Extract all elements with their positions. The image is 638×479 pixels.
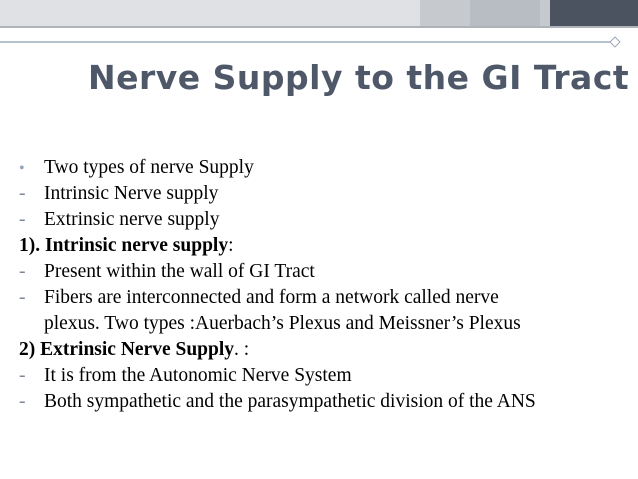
dash-line (19, 389, 624, 415)
line-text: Extrinsic nerve supply (44, 209, 220, 230)
slide-title: Nerve Supply to the GI Tract (88, 58, 630, 97)
heading-bold-text: 1). Intrinsic nerve supply (19, 235, 229, 256)
line-text: It is from the Autonomic Nerve System (44, 365, 352, 386)
slide-body (19, 155, 624, 415)
ornament-line (0, 41, 612, 43)
diamond-icon (609, 36, 620, 47)
line-text: Present within the wall of GI Tract (44, 261, 315, 282)
dash-marker: - (19, 287, 26, 308)
heading-bold-text: 2) Extrinsic Nerve Supply (19, 339, 235, 360)
title-ornament (0, 38, 638, 46)
line-text: Both sympathetic and the parasympathetic division of the ANS (44, 391, 536, 412)
dash-line (19, 181, 624, 207)
top-rule (0, 26, 638, 28)
heading-rest-text: : (228, 235, 234, 256)
dash-marker: - (19, 261, 26, 282)
bullet-line (19, 155, 624, 181)
line-text: Intrinsic Nerve supply (44, 183, 219, 204)
line-text: Two types of nerve Supply (44, 157, 254, 178)
dash-marker: - (19, 365, 26, 386)
top-bar-strip (470, 0, 540, 26)
dash-marker: - (19, 391, 26, 412)
dash-line (19, 363, 624, 389)
top-bar-strip-dark (550, 0, 638, 26)
top-decor-bar (0, 0, 638, 26)
top-bar-strip (0, 0, 420, 26)
line-text: Fibers are interconnected and form a network called nerve (44, 287, 499, 308)
line-continuation: plexus. Two types :Auerbach’s Plexus and Meissner’s Plexus (44, 313, 521, 334)
dash-line (19, 207, 624, 233)
bullet-icon: • (19, 160, 25, 177)
dash-line (19, 259, 624, 285)
dash-marker: - (19, 209, 26, 230)
section-heading (19, 337, 624, 363)
dash-line (19, 285, 624, 337)
heading-rest-text: . : (234, 339, 250, 360)
dash-marker: - (19, 183, 26, 204)
section-heading (19, 233, 624, 259)
